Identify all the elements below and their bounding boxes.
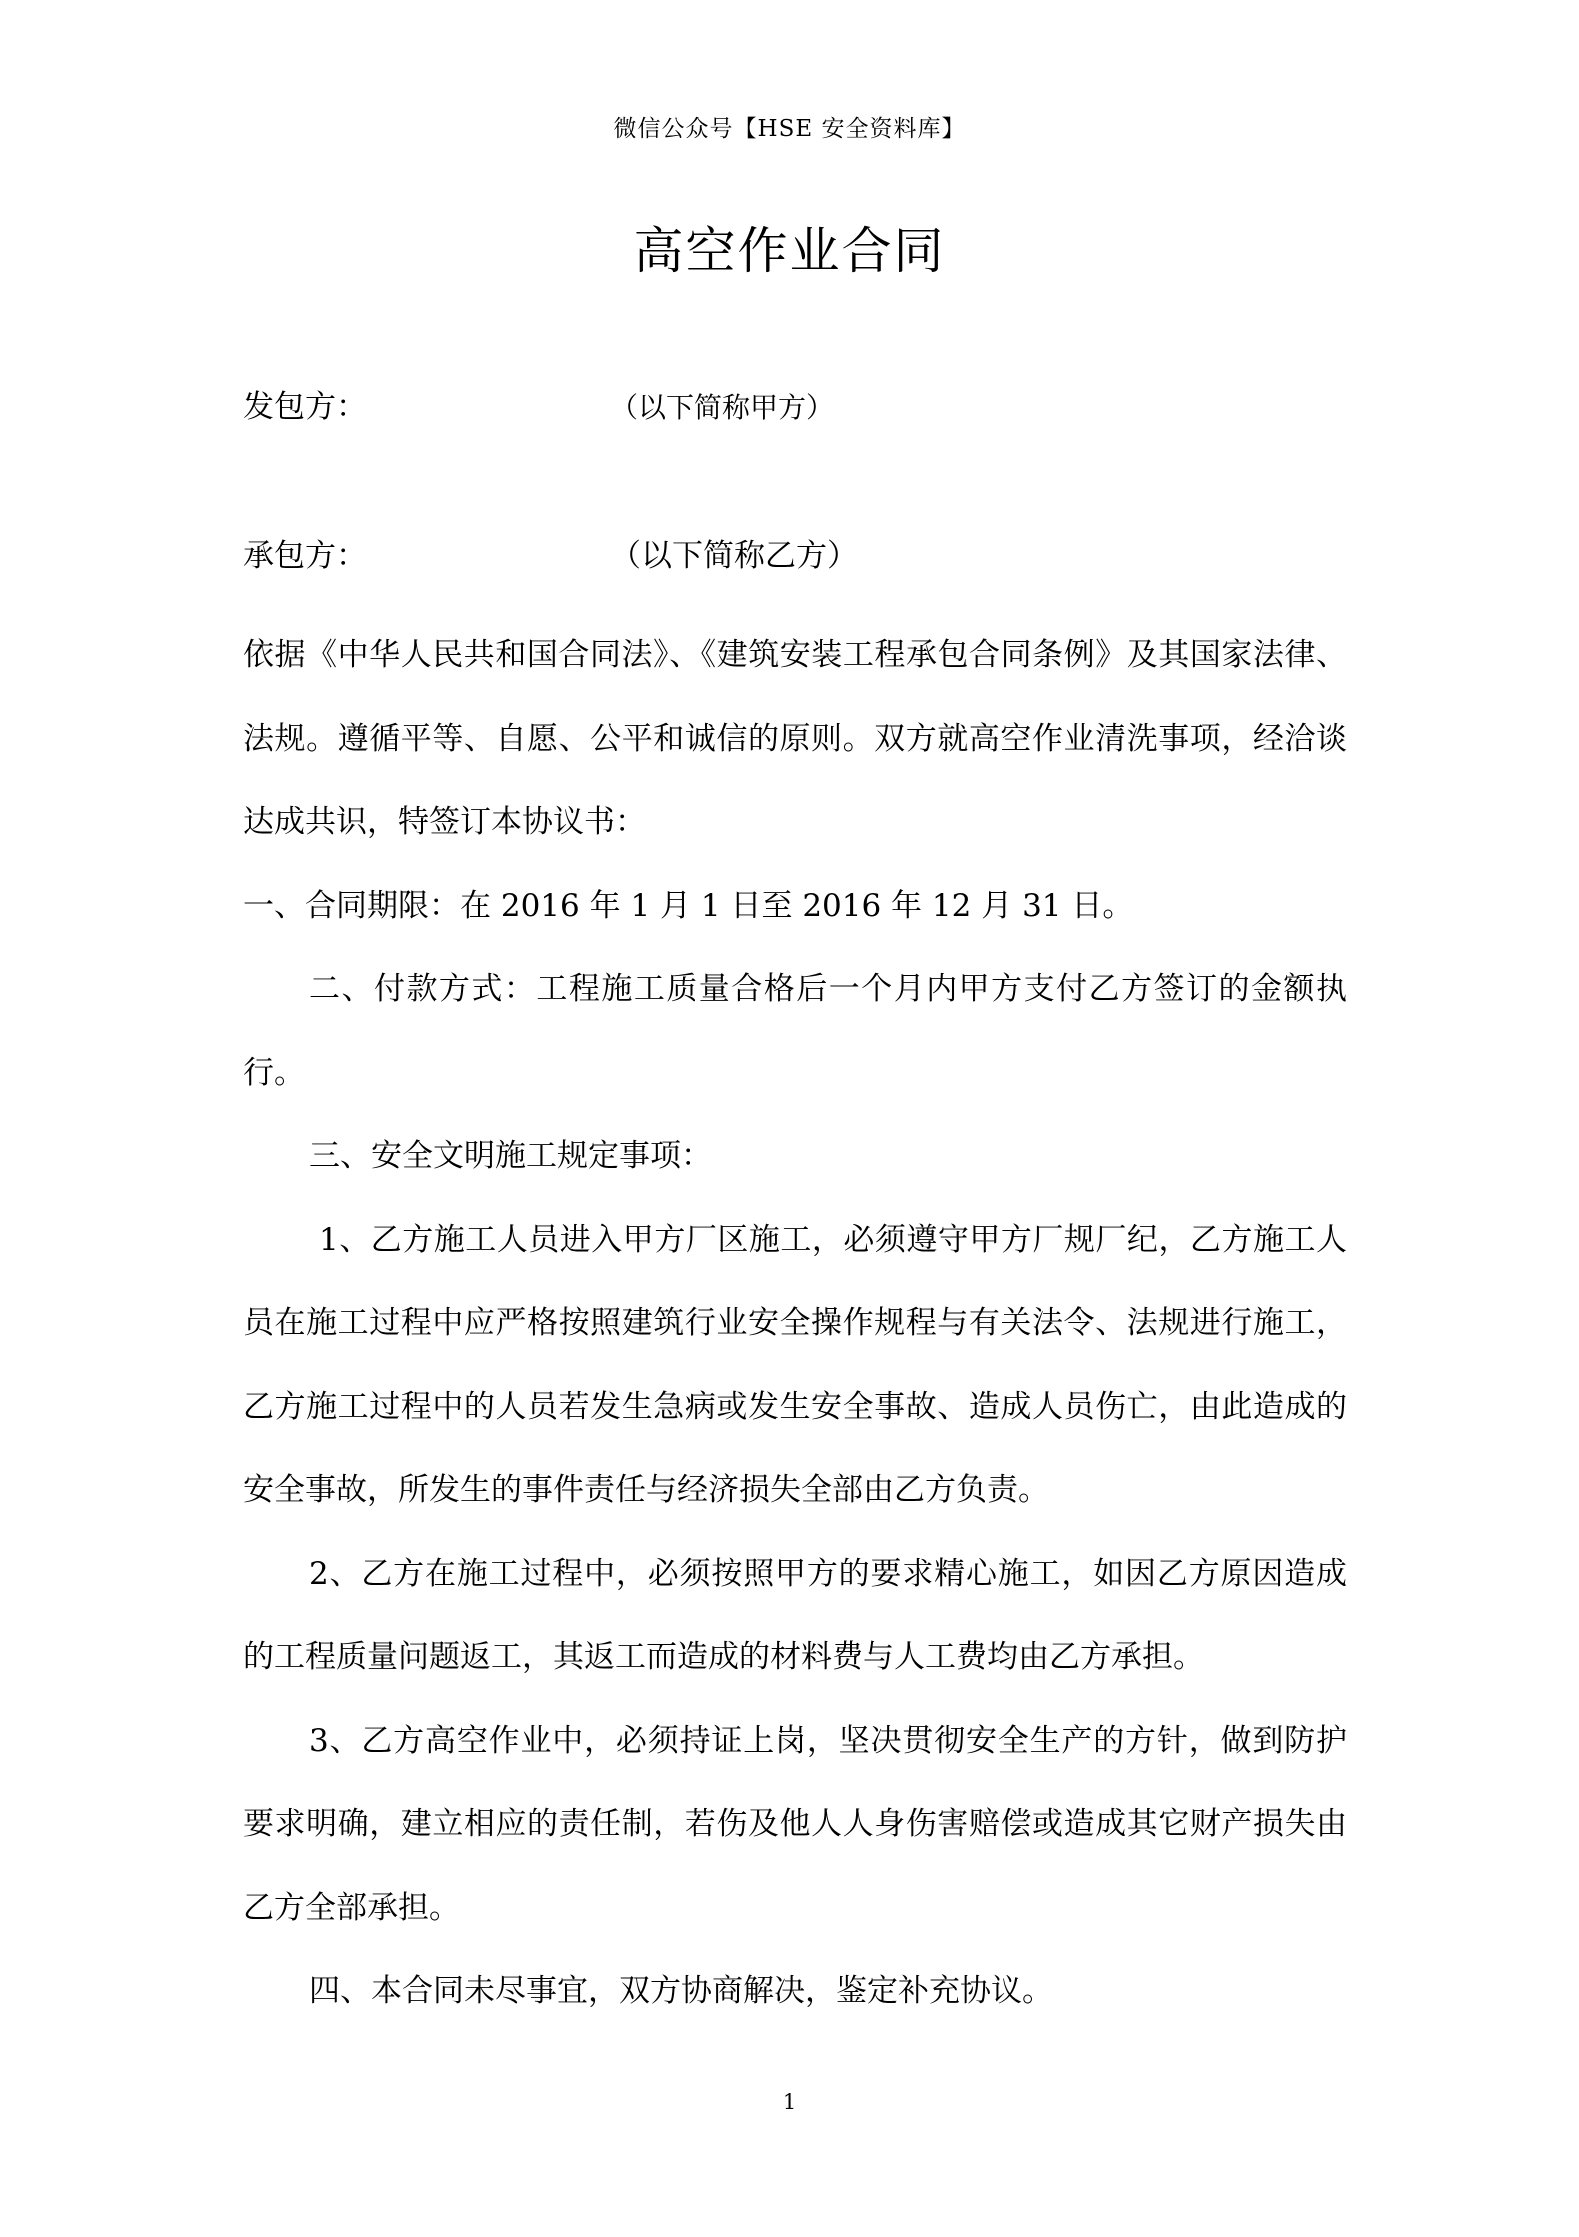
preamble-paragraph: 依据《中华人民共和国合同法》、《建筑安装工程承包合同条例》及其国家法律、法规。遵循平等、自愿、公平和诚信的原则。双方就高空作业清洗事项，经洽谈达成共识，特签订本协议书： xyxy=(243,637,1347,840)
party-label-contractor: 承包方： xyxy=(243,538,367,574)
subcontractor-party-row xyxy=(243,531,858,581)
document-title: 高空作业合同 xyxy=(633,222,946,280)
contract-body xyxy=(243,614,1347,2034)
page-header: 微信公众号【HSE 安全资料库】 xyxy=(613,116,966,142)
page-number: 1 xyxy=(782,2090,797,2114)
party-label-employer: 发包方： xyxy=(243,389,367,425)
clause-safety-heading: 三、安全文明施工规定事项： xyxy=(309,1138,712,1174)
party-note-employer: （以下简称甲方） xyxy=(610,391,835,424)
safety-item-1: 1、乙方施工人员进入甲方厂区施工，必须遵守甲方厂规厂纪，乙方施工人员在施工过程中应严格按照建筑行业安全操作规程与有关法令、法规进行施工，乙方施工过程中的人员若发生急病或发生安全事故、造成人员伤亡，由此造成的安全事故，所发生的事件责任与经济损失全部由乙方负责。 xyxy=(243,1221,1347,1508)
party-note-contractor: （以下简称乙方） xyxy=(610,538,858,574)
safety-item-3: 3、乙方高空作业中，必须持证上岗，坚决贯彻安全生产的方针，做到防护要求明确，建立相应的责任制，若伤及他人人身伤害赔偿或造成其它财产损失由乙方全部承担。 xyxy=(243,1722,1347,1926)
clause-term: 一、合同期限：在 2016 年 1 月 1 日至 2016 年 12 月 31 日。 xyxy=(243,887,1134,924)
contractor-party-row xyxy=(243,382,834,433)
clause-payment: 二、付款方式：工程施工质量合格后一个月内甲方支付乙方签订的金额执行。 xyxy=(243,971,1347,1091)
safety-item-2: 2、乙方在施工过程中，必须按照甲方的要求精心施工，如因乙方原因造成的工程质量问题返工，其返工而造成的材料费与人工费均由乙方承担。 xyxy=(243,1555,1347,1675)
clause-other: 四、本合同未尽事宜，双方协商解决，鉴定补充协议。 xyxy=(309,1973,1053,2009)
